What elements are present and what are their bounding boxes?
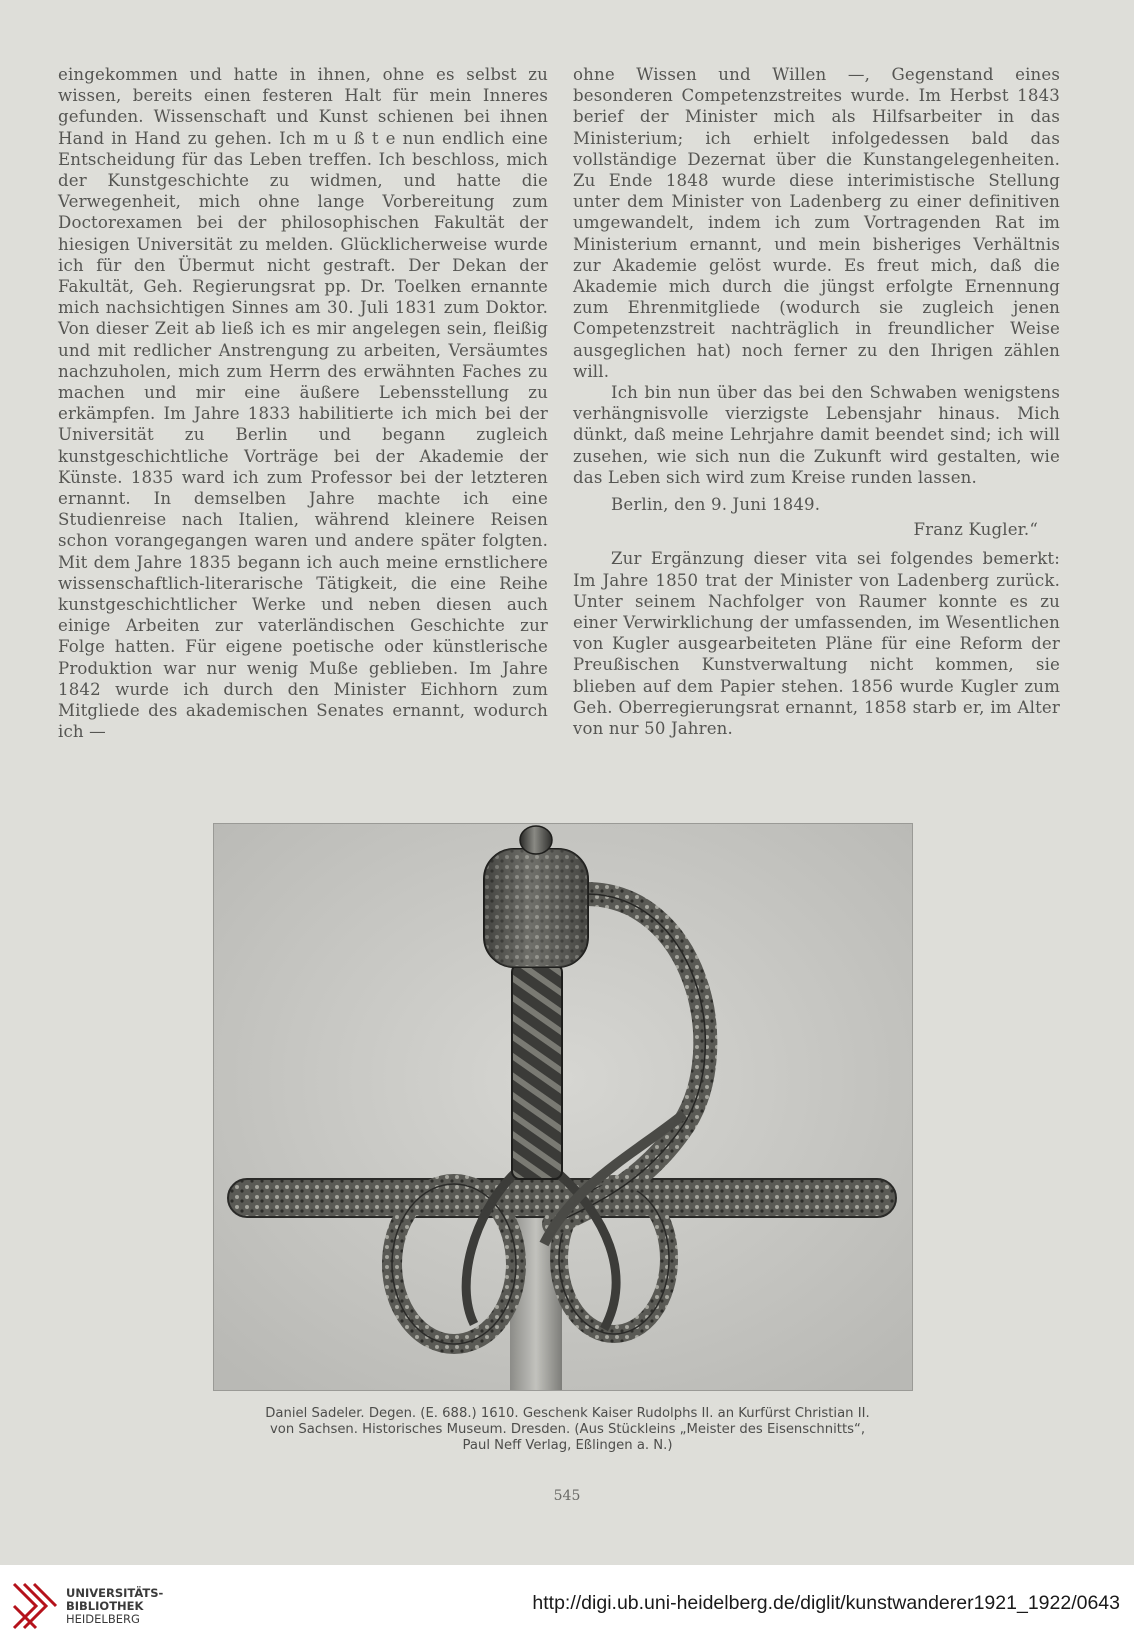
library-name-line: UNIVERSITÄTS- <box>66 1586 164 1600</box>
source-url-link[interactable]: http://digi.ub.uni-heidelberg.de/diglit/kunstwanderer1921_1922/0643 <box>532 1592 1120 1614</box>
sword-hilt-image <box>214 824 912 1390</box>
sword-photograph <box>213 823 913 1391</box>
page-number: 545 <box>553 1488 581 1504</box>
letter-date: Berlin, den 9. Juni 1849. <box>611 495 821 515</box>
caption-line: von Sachsen. Historisches Museum. Dresden. (Aus Stückleins „Meister des Eisenschnitts“, <box>269 1422 866 1437</box>
caption-line: Daniel Sadeler. Degen. (E. 688.) 1610. Geschenk Kaiser Rudolphs II. an Kurfürst Christian II. <box>265 1406 870 1421</box>
caption-line: Paul Neff Verlag, Eßlingen a. N.) <box>462 1438 673 1453</box>
library-name-line: BIBLIOTHEK <box>66 1599 144 1613</box>
right-text-column <box>573 64 1060 739</box>
letter-signature: Franz Kugler.“ <box>913 520 1038 540</box>
paragraph: Zur Ergänzung dieser vita sei folgendes bemerkt: Im Jahre 1850 trat der Minister von Ladenberg zurück. Unter seinem Nachfolger von Raumer konnte es zu einer Verwirklichung der umfassenden, im Wesentlichen von Kugler ausgearbeiteten Pläne für eine Reform der Preußischen Kunstverwaltung nicht kommen, sie blieben auf dem Papier stehen. 1856 wurde Kugler zum Geh. Oberregierungsrat ernannt, 1858 starb er, im Alter von nur 50 Jahren. <box>573 549 1060 739</box>
paragraph: eingekommen und hatte in ihnen, ohne es selbst zu wissen, bereits einen festeren Halt für mein Inneres gefunden. Wissenschaft und Kunst schienen bei ihnen Hand in Hand zu gehen. Ich m u ß t e nun endlich eine Entscheidung für das Leben treffen. Ich beschloss, mich der Kunstgeschichte zu widmen, und hatte die Verwegenheit, mich ohne lange Vorbereitung zum Doctorexamen bei der philosophischen Fakultät der hiesigen Universität zu melden. Glücklicherweise wurde ich für den Übermut nicht gestraft. Der Dekan der Fakultät, Geh. Regierungsrat pp. Dr. Toelken ernannte mich nachsichtigen Sinnes am 30. Juli 1831 zum Doktor. Von dieser Zeit ab ließ ich es mir angelegen sein, fleißig und mit redlicher Anstrengung zu arbeiten, Versäumtes nachzuholen, mich zum Herrn des erwähnten Faches zu machen und mir eine äußere Lebensstellung zu erkämpfen. Im Jahre 1833 habilitierte ich mich bei der Universität zu Berlin und begann zugleich kunstgeschichtliche Vorträge bei der Akademie der Künste. 1835 ward ich zum Professor bei der letzteren ernannt. In demselben Jahre machte ich eine Studienreise nach Italien, während kleinere Reisen schon vorangegangen waren und andere später folgten. Mit dem Jahre 1835 begann ich auch meine ernstlichere wissenschaftlich-literarische Tätigkeit, die eine Reihe kunstgeschichtlicher Werke und neben diesen auch einige Arbeiten zur vaterländischen Geschichte zur Folge hatten. Für eigene poetische oder künstlerische Produktion war nur wenig Muße geblieben. Im Jahre 1842 wurde ich durch den Minister Eichhorn zum Mitgliede des akademischen Senates ernannt, wodurch ich — <box>58 65 548 742</box>
footer-bar <box>0 1565 1134 1649</box>
paragraph: Ich bin nun über das bei den Schwaben wenigstens verhängnisvolle vierzigste Lebensjahr hinaus. Mich dünkt, daß meine Lehrjahre damit beendet sind; ich will zusehen, wie sich nun die Zukunft wird gestalten, wie das Leben sich wird zum Kreise runden lassen. <box>573 383 1060 487</box>
library-name-line: HEIDELBERG <box>66 1612 140 1626</box>
left-text-column <box>58 64 548 743</box>
university-library-logo-icon <box>10 1578 62 1636</box>
paragraph: ohne Wissen und Willen —, Gegenstand eines besonderen Competenzstreites wurde. Im Herbst 1843 berief der Minister mich als Hilfsarbeiter in das Ministerium; ich erhielt infolgedessen bald das vollständige Dezernat über die Kunstangelegenheiten. Zu Ende 1848 wurde diese interimistische Stellung unter dem Minister von Ladenberg zu einer definitiven umgewandelt, indem ich zum Vortragenden Rat im Ministerium ernannt, und mein bisheriges Verhältnis zur Akademie gelöst wurde. Es freut mich, daß die Akademie mich durch die jüngst erfolgte Ernennung zum Ehrenmitgliede (wodurch sie zugleich jenen Competenzstreit nachträglich in freundlicher Weise ausgeglichen hat) noch ferner zu den Ihrigen zählen will. <box>573 65 1060 381</box>
library-name <box>66 1587 163 1626</box>
figure-caption <box>200 1406 935 1454</box>
